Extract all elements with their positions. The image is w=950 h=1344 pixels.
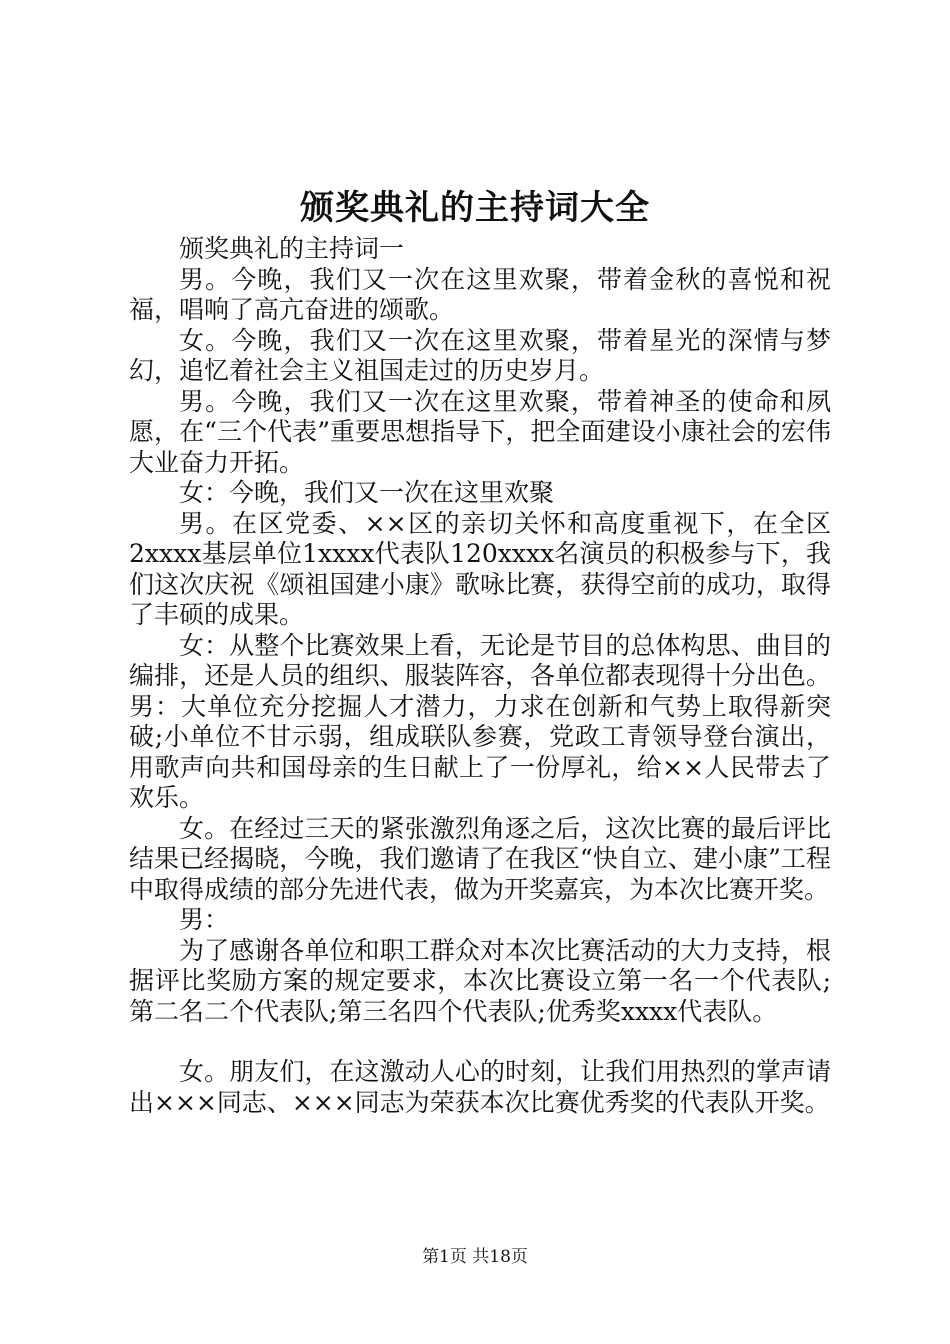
paragraph: 男。今晚，我们又一次在这里欢聚，带着金秋的喜悦和祝福，唱响了高亢奋进的颂歌。	[129, 264, 831, 324]
paragraph: 为了感谢各单位和职工群众对本次比赛活动的大力支持，根据评比奖励方案的规定要求，本次比赛设立第一名一个代表队;第二名二个代表队;第三名四个代表队;优秀奖xxxx代表队。	[129, 935, 831, 1026]
document-body	[129, 234, 831, 1118]
document-title: 颁奖典礼的主持词大全	[300, 188, 650, 228]
section-heading: 颁奖典礼的主持词一	[179, 234, 405, 263]
paragraph: 男。今晚，我们又一次在这里欢聚，带着神圣的使命和夙愿，在“三个代表”重要思想指导下，把全面建设小康社会的宏伟大业奋力开拓。	[129, 386, 831, 477]
paragraph: 女：今晚，我们又一次在这里欢聚	[179, 478, 555, 507]
paragraph: 女。今晚，我们又一次在这里欢聚，带着星光的深情与梦幻，追忆着社会主义祖国走过的历史岁月。	[129, 325, 831, 385]
paragraph: 女：从整个比赛效果上看，无论是节目的总体构思、曲目的编排，还是人员的组织、服装阵容，各单位都表现得十分出色。男：大单位充分挖掘人才潜力，力求在创新和气势上取得新突破;小单位不甘示弱，组成联队参赛，党政工青领导登台演出，用歌声向共和国母亲的生日献上了一份厚礼，给××人民带去了欢乐。	[129, 630, 831, 812]
paragraph: 男。在区党委、××区的亲切关怀和高度重视下，在全区2xxxx基层单位1xxxx代表队120xxxx名演员的积极参与下，我们这次庆祝《颂祖国建小康》歌咏比赛，获得空前的成功，取得了丰硕的成果。	[129, 508, 831, 629]
page-number: 第1页 共18页	[422, 1247, 528, 1267]
paragraph: 女。在经过三天的紧张激烈角逐之后，这次比赛的最后评比结果已经揭晓，今晚，我们邀请了在我区“快自立、建小康”工程中取得成绩的部分先进代表，做为开奖嘉宾，为本次比赛开奖。	[129, 813, 831, 904]
paragraph: 女。朋友们，在这激动人心的时刻，让我们用热烈的掌声请出×××同志、×××同志为荣获本次比赛优秀奖的代表队开奖。	[129, 1057, 831, 1117]
paragraph: 男：	[179, 905, 230, 934]
